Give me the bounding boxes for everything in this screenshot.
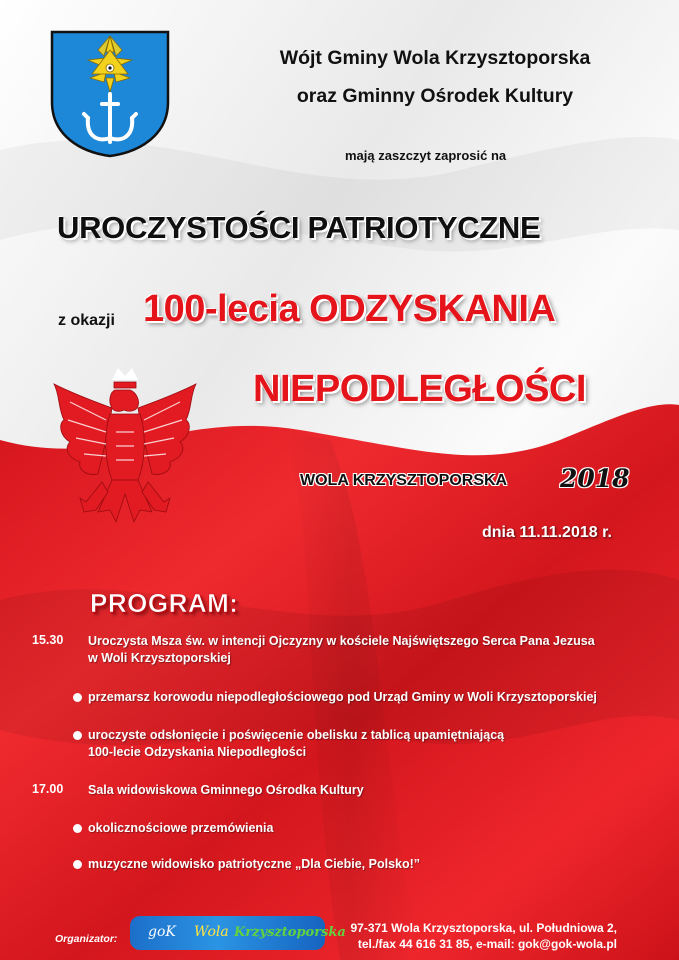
logo-wola-text: Wola [194, 924, 229, 940]
municipal-coat-of-arms-icon [50, 30, 170, 158]
logo-gok-text: goK [148, 924, 176, 940]
bullet-icon [73, 824, 82, 833]
program-time: 15.30 [32, 633, 64, 647]
program-item-line: 100-lecie Odzyskania Niepodległości [88, 745, 307, 759]
polish-eagle-icon [50, 362, 200, 542]
program-item-line: przemarsz korowodu niepodległościowego pod Urząd Gminy w Woli Krzysztoporskiej [88, 690, 597, 704]
organizer-line-2: oraz Gminny Ośrodek Kultury [296, 85, 574, 107]
organizer-label: Organizator: [55, 933, 118, 945]
title-red-line-2: NIEPODLEGŁOŚCI [253, 368, 586, 410]
program-item [88, 727, 648, 761]
program-item-line: muzyczne widowisko patriotyczne „Dla Ciebie, Polsko!” [88, 857, 421, 871]
program-item [88, 689, 648, 706]
invite-text: mają zaszczyt zaprosić na [345, 148, 507, 163]
event-date: dnia 11.11.2018 r. [482, 524, 612, 541]
title-red-line-1: 100-lecia ODZYSKANIA [143, 288, 556, 330]
program-item-line: Sala widowiskowa Gminnego Ośrodka Kultury [88, 783, 364, 797]
address-line-1: 97-371 Wola Krzysztoporska, ul. Południowa 2, [350, 921, 617, 935]
event-year: 2018 [560, 464, 630, 493]
main-title: UROCZYSTOŚCI PATRIOTYCZNE [57, 210, 541, 245]
bullet-icon [73, 860, 82, 869]
program-item [88, 820, 648, 837]
program-item-line: w Woli Krzysztoporskiej [88, 651, 231, 665]
address-block [350, 920, 617, 952]
logo-krz-text: Krzysztoporska [234, 925, 346, 940]
bullet-icon [73, 731, 82, 740]
program-item [88, 633, 648, 667]
program-item [88, 856, 648, 873]
program-time: 17.00 [32, 782, 64, 796]
address-line-2: tel./fax 44 616 31 85, e-mail: gok@gok-wola.pl [357, 937, 617, 951]
program-item-line: Uroczysta Msza św. w intencji Ojczyzny w kościele Najświętszego Serca Pana Jezusa [88, 634, 595, 648]
program-heading: PROGRAM: [90, 588, 239, 618]
program-item-line: uroczyste odsłonięcie i poświęcenie obelisku z tablicą upamiętniającą [88, 728, 505, 742]
organizer-line-1: Wójt Gminy Wola Krzysztoporska [279, 47, 591, 69]
gok-logo [130, 916, 346, 950]
program-item [88, 782, 648, 799]
occasion-prefix: z okazji [58, 312, 115, 329]
program-item-line: okolicznościowe przemówienia [88, 821, 274, 835]
event-place: WOLA KRZYSZTOPORSKA [300, 472, 508, 489]
bullet-icon [73, 693, 82, 702]
